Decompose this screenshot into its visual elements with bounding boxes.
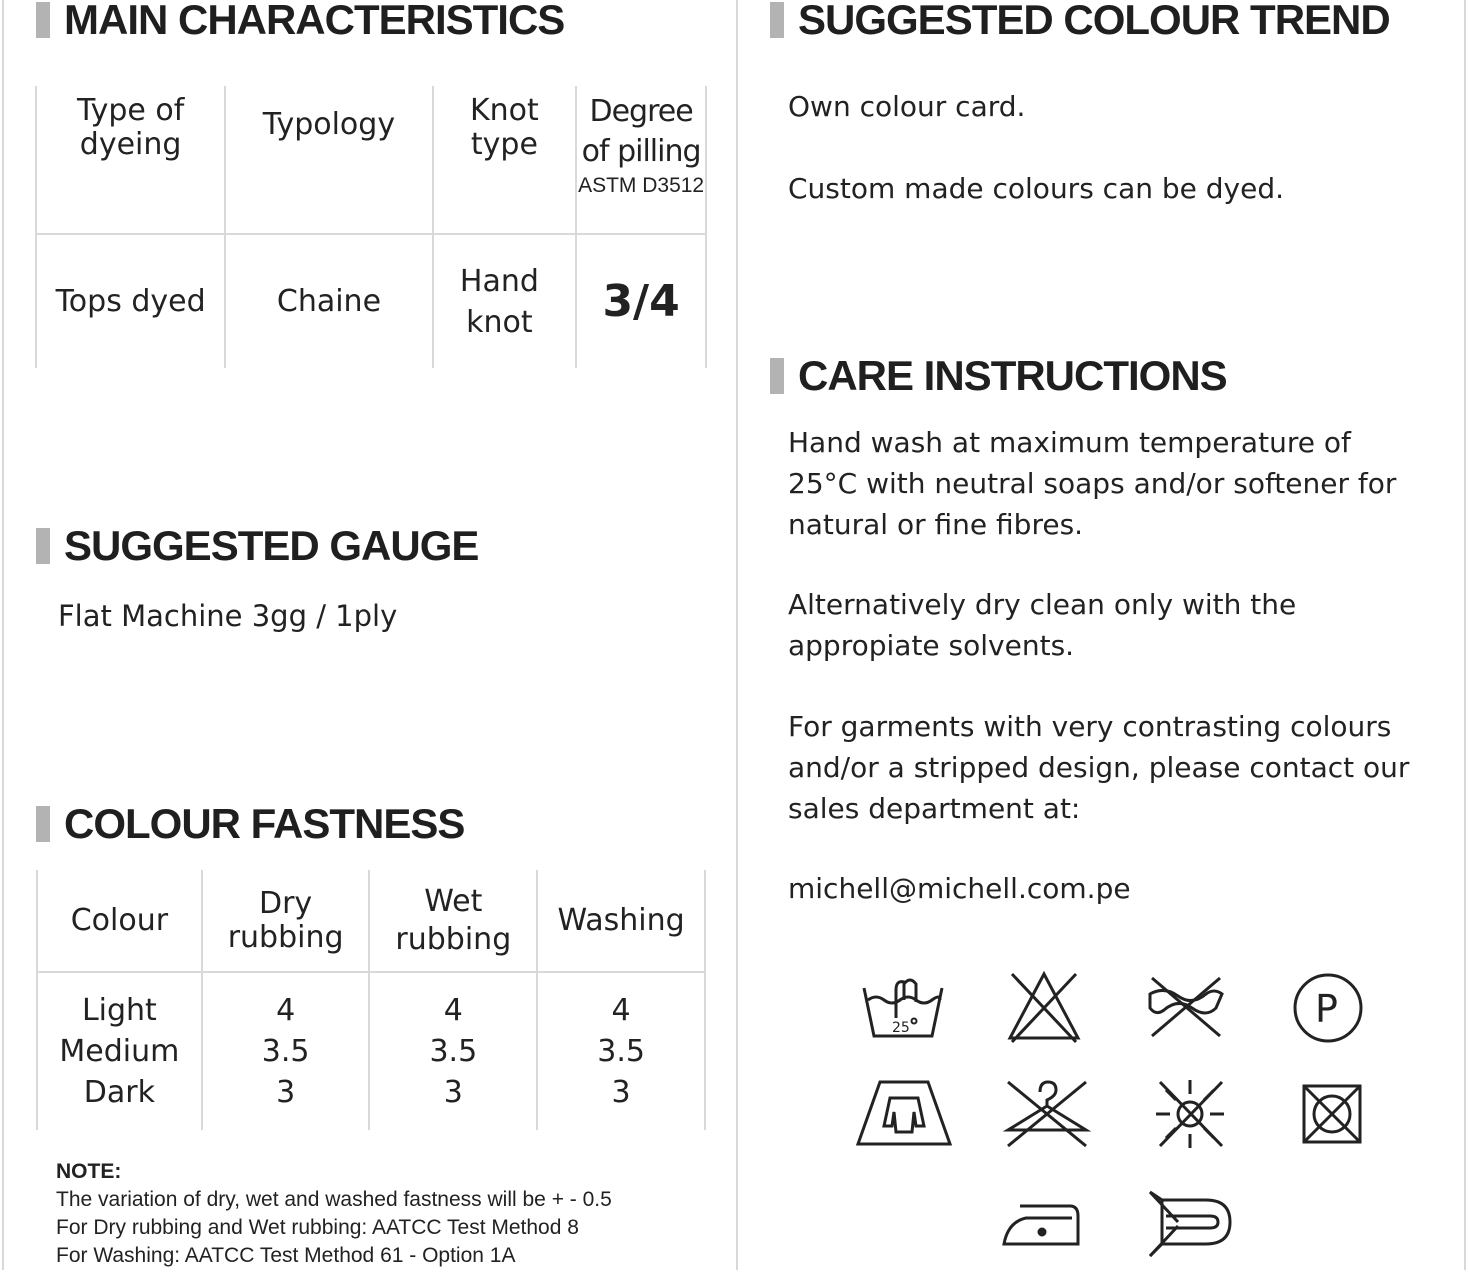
heading-bar (770, 2, 784, 38)
main-characteristics-heading (36, 0, 564, 44)
header-colour: Colour (37, 870, 202, 972)
colour-trend-heading (770, 0, 1390, 44)
value-knot-type: Hand knot (433, 234, 577, 368)
colour-trend-line-1: Own colour card. (788, 90, 1026, 123)
fastness-cell-value: 3.5 (429, 1034, 478, 1069)
care-paragraph-2: Alternatively dry clean only with the appropiate solvents. (788, 588, 1297, 662)
iron-low-icon (998, 1196, 1086, 1252)
fastness-cell-value: Light (81, 993, 157, 1028)
fastness-washing-cell (537, 972, 705, 1130)
heading-bar (36, 528, 50, 564)
fastness-cell-value: 3 (443, 1075, 463, 1110)
heading-bar (36, 806, 50, 842)
colour-fastness-title: COLOUR FASTNESS (64, 800, 465, 847)
suggested-gauge-title: SUGGESTED GAUGE (64, 522, 479, 569)
fastness-cell-value: Medium (59, 1034, 180, 1069)
colour-trend-title: SUGGESTED COLOUR TREND (798, 0, 1390, 43)
heading-bar (770, 358, 784, 394)
care-paragraph-3: For garments with very contrasting colours and/or a stripped design, please contact our sales department at: (788, 710, 1410, 825)
fastness-cell-value: 4 (611, 993, 631, 1028)
colour-fastness-table (36, 870, 706, 1130)
table-row (37, 972, 705, 1130)
do-not-dry-in-sun-icon (1152, 1076, 1228, 1152)
fastness-cell-value: 3.5 (597, 1034, 645, 1069)
colour-trend-line-2: Custom made colours can be dyed. (788, 172, 1285, 205)
value-degree-of-pilling: 3/4 (576, 234, 706, 368)
fastness-dry-cell (202, 972, 370, 1130)
table-header-row (36, 86, 706, 234)
svg-text:P: P (1315, 987, 1338, 1031)
do-not-wring-icon (1144, 972, 1228, 1042)
table-row (36, 234, 706, 368)
fastness-cell-value: Dark (83, 1075, 155, 1110)
dry-clean-p-icon (1290, 970, 1366, 1046)
care-paragraph-1: Hand wash at maximum temperature of 25°C with neutral soaps and/or softener for natural or fine fibres. (788, 426, 1397, 541)
header-typology: Typology (225, 86, 432, 234)
header-wet-rubbing: Wet rubbing (369, 870, 537, 972)
table-header-row (37, 870, 705, 972)
heading-bar (36, 2, 50, 38)
main-characteristics-title: MAIN CHARACTERISTICS (64, 0, 565, 43)
fastness-cell-value: 4 (276, 993, 296, 1028)
note-line: For Dry rubbing and Wet rubbing: AATCC Test Method 8 (56, 1216, 579, 1239)
header-knot-type: Knot type (433, 86, 577, 234)
dry-in-shade-icon (1144, 1186, 1236, 1262)
value-typology: Chaine (225, 234, 432, 368)
note-line: For Washing: AATCC Test Method 61 - Option 1A (56, 1244, 516, 1267)
note-block (56, 1158, 612, 1270)
note-line: The variation of dry, wet and washed fastness will be + - 0.5 (56, 1188, 612, 1211)
left-border (2, 0, 4, 1270)
header-dry-rubbing: Dry rubbing (202, 870, 370, 972)
hand-wash-25-icon (858, 970, 948, 1042)
suggested-gauge-heading (36, 522, 478, 570)
do-not-bleach-icon (1004, 968, 1084, 1044)
header-degree-of-pilling (576, 86, 706, 234)
care-instructions-heading (770, 352, 1227, 400)
main-characteristics-table (35, 86, 707, 368)
fastness-wet-cell (369, 972, 537, 1130)
value-type-of-dyeing: Tops dyed (36, 234, 225, 368)
fastness-cell-value: 3 (276, 1075, 296, 1110)
fastness-cell-value: 4 (443, 993, 463, 1028)
do-not-tumble-dry-icon (1298, 1080, 1366, 1148)
header-washing: Washing (537, 870, 705, 972)
do-not-hang-dry-icon (1002, 1076, 1092, 1152)
header-type-of-dyeing: Type of dyeing (36, 86, 225, 234)
dry-flat-icon (854, 1076, 954, 1148)
colour-fastness-heading (36, 800, 464, 848)
wash-temperature: 25 (892, 1020, 910, 1036)
fastness-cell-value: 3.5 (261, 1034, 310, 1069)
note-label: NOTE: (56, 1160, 122, 1183)
column-divider (736, 0, 738, 1270)
pilling-header-label: Degree of pilling (581, 94, 701, 169)
pilling-standard: ASTM D3512 (578, 174, 705, 197)
right-border (1464, 0, 1466, 1270)
fastness-cell-value: 3 (611, 1075, 631, 1110)
suggested-gauge-text: Flat Machine 3gg / 1ply (58, 599, 398, 633)
fastness-colour-cell (37, 972, 202, 1130)
sales-email-link[interactable]: michell@michell.com.pe (788, 872, 1131, 905)
care-instructions-title: CARE INSTRUCTIONS (798, 352, 1227, 399)
